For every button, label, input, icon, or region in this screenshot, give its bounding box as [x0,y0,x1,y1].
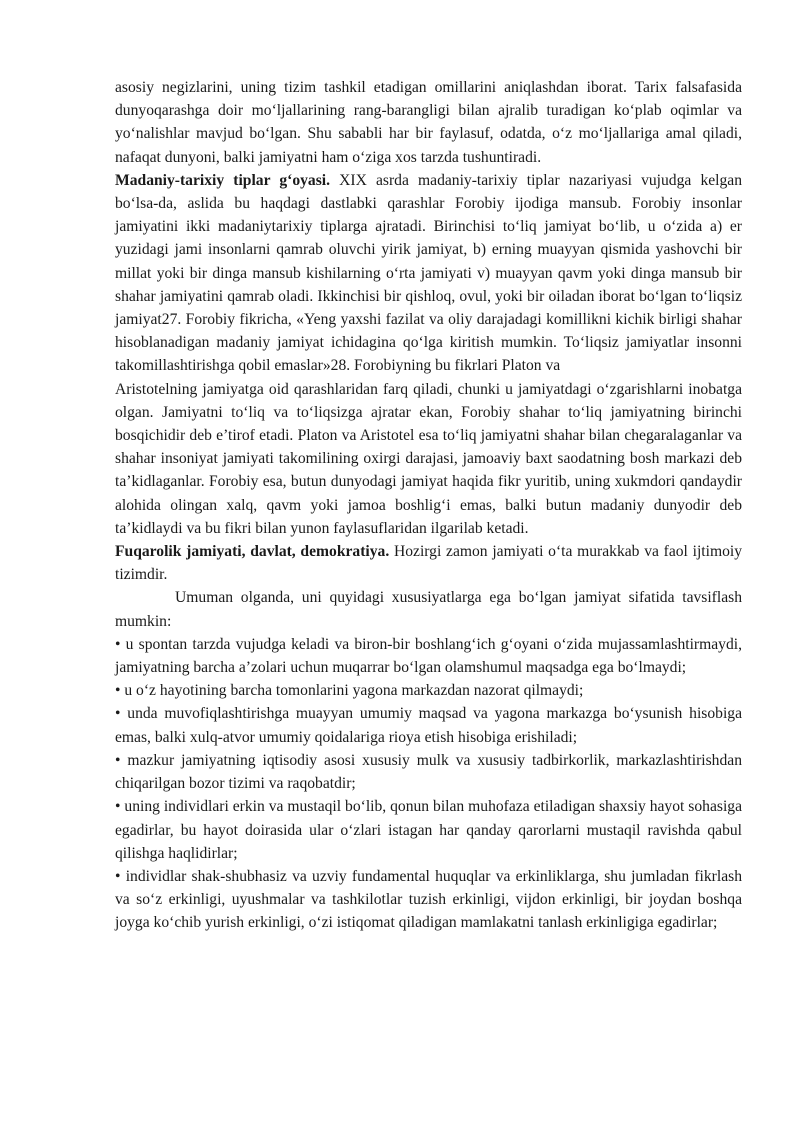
bullet-item-1: • u spontan tarzda vujudga keladi va biron-bir boshlang‘ich g‘oyani o‘zida mujassamlashtirmaydi, jamiyatning barcha a’zolari uchun muqarrar bo‘lgan olamshumul maqsadga ega bo‘lmaydi; [115,635,742,677]
document-page [115,76,742,935]
paragraph-cultural-types [115,169,742,378]
section-heading-cultural-types: Madaniy-tarixiy tiplar g‘oyasi. [115,171,331,189]
bullet-item-3: • unda muvofiqlashtirishga muayyan umumiy maqsad va yagona markazga bo‘ysunish hisobiga emas, balki xulq-atvor umumiy qoidalariga rioya etish hisobiga erishiladi; [115,705,742,746]
bullet-item-2: • u o‘z hayotining barcha tomonlarini yagona markazdan nazorat qilmaydi; [115,682,584,700]
bullet-item-5: • uning individlari erkin va mustaqil bo‘lib, qonun bilan muhofaza etiladigan shaxsiy hayot sohasiga egadirlar, bu hayot doirasida ular o‘zlari istagan har qanday qarorlarni mustaqil ravishda qabul qilishga haqlidirlar; [115,798,742,862]
paragraph-aristotle: Aristotelning jamiyatga oid qarashlaridan farq qiladi, chunki u jamiyatdagi o‘zgarishlarni inobatga olgan. Jamiyatni to‘liq va to‘liqsizga ajratar ekan, Forobiy shahar to‘liq jamiyatning birinchi bosqichidir deb e’tirof etadi. Platon va Aristotel esa to‘liq jamiyatni shahar bilan chegaralaganlar va shahar insoniyat jamiyati takomilining oxirgi darajasi, jamoaviy baxt saodatning bosh markazi deb ta’kidlaganlar. Forobiy esa, butun dunyodagi jamiyat haqida fikr yuritib, uning xukmdori qandaydir alohida olingan xalq, qavm yoki jamoa boshlig‘i emas, balki butun madaniy dunyodir deb ta’kidlaydi va bu fikri bilan yunon faylasuflaridan ilgarilab ketadi. [115,380,742,537]
section-heading-civil-society: Fuqarolik jamiyati, davlat, demokratiya. [115,543,390,561]
bullet-item-6: • individlar shak-shubhasiz va uzviy fundamental huquqlar va erkinliklarga, shu jumladan fikrlash va so‘z erkinligi, uyushmalar va tashkilotlar tuzish erkinligi, vijdon erkinligi, bir joydan boshqa joyga ko‘chib yurish erkinligi, o‘zi istiqomat qiladigan mamlakatni tanlash erkinligiga egadirlar; [115,867,742,932]
paragraph-cultural-types-body: XIX asrda madaniy-tarixiy tiplar nazariyasi vujudga kelgan bo‘lsa-da, aslida bu haqdagi dastlabki qarashlar Forobiy ijodiga mansub. Forobiy insonlar jamiyatini ikki madaniytarixiy tiplarga ajratadi. Birinchisi to‘liq jamiyat bo‘lib, u o‘zida a) er yuzidagi jami insonlarni qamrab oluvchi yirik jamiyat, b) erning muayyan qismida yashovchi bir millat yoki bir dinga mansub kishilarning o‘rta jamiyati v) muayyan qavm yoki dinga mansub bir shahar jamiyatini qamrab oladi. Ikkinchisi bir qishloq, ovul, yoki bir oiladan iborat bo‘lgan to‘liqsiz jamiyat27. Forobiy fikricha, «Yeng yaxshi fazilat va oliy darajadagi komillikni kichik birligi shahar hisoblanadigan madaniy jamiyat ichidagina qo‘lga kiritish mumkin. To‘liqsiz jamiyatlar insonni takomillashtirishga qobil emaslar»28. Forobiyning bu fikrlari Platon va [115,171,743,375]
paragraph-intro: asosiy negizlarini, uning tizim tashkil etadigan omillarini aniqlashdan iborat. Tarix falsafasida dunyoqarashga doir mo‘ljallarining rang-barangligi bilan ajralib turadigan ko‘plab oqimlar va yo‘nalishlar mavjud bo‘lgan. Shu sababli har bir faylasuf, odatda, o‘z mo‘ljallariga amal qiladi, nafaqat dunyoni, balki jamiyatni ham o‘ziga xos tarzda tushuntiradi. [115,79,742,166]
paragraph-features-intro: Umuman olganda, uni quyidagi xususiyatlarga ega bo‘lgan jamiyat sifatida tavsiflash mumkin: [115,589,742,630]
paragraph-civil-society [115,540,742,586]
paragraph-civil-society-body: Hozirgi zamon jamiyati o‘ta murakkab va faol ijtimoiy tizimdir. [115,543,742,584]
bullet-item-4: • mazkur jamiyatning iqtisodiy asosi xususiy mulk va xususiy tadbirkorlik, markazlashtirishdan chiqarilgan bozor tizimi va raqobatdir; [115,751,742,793]
